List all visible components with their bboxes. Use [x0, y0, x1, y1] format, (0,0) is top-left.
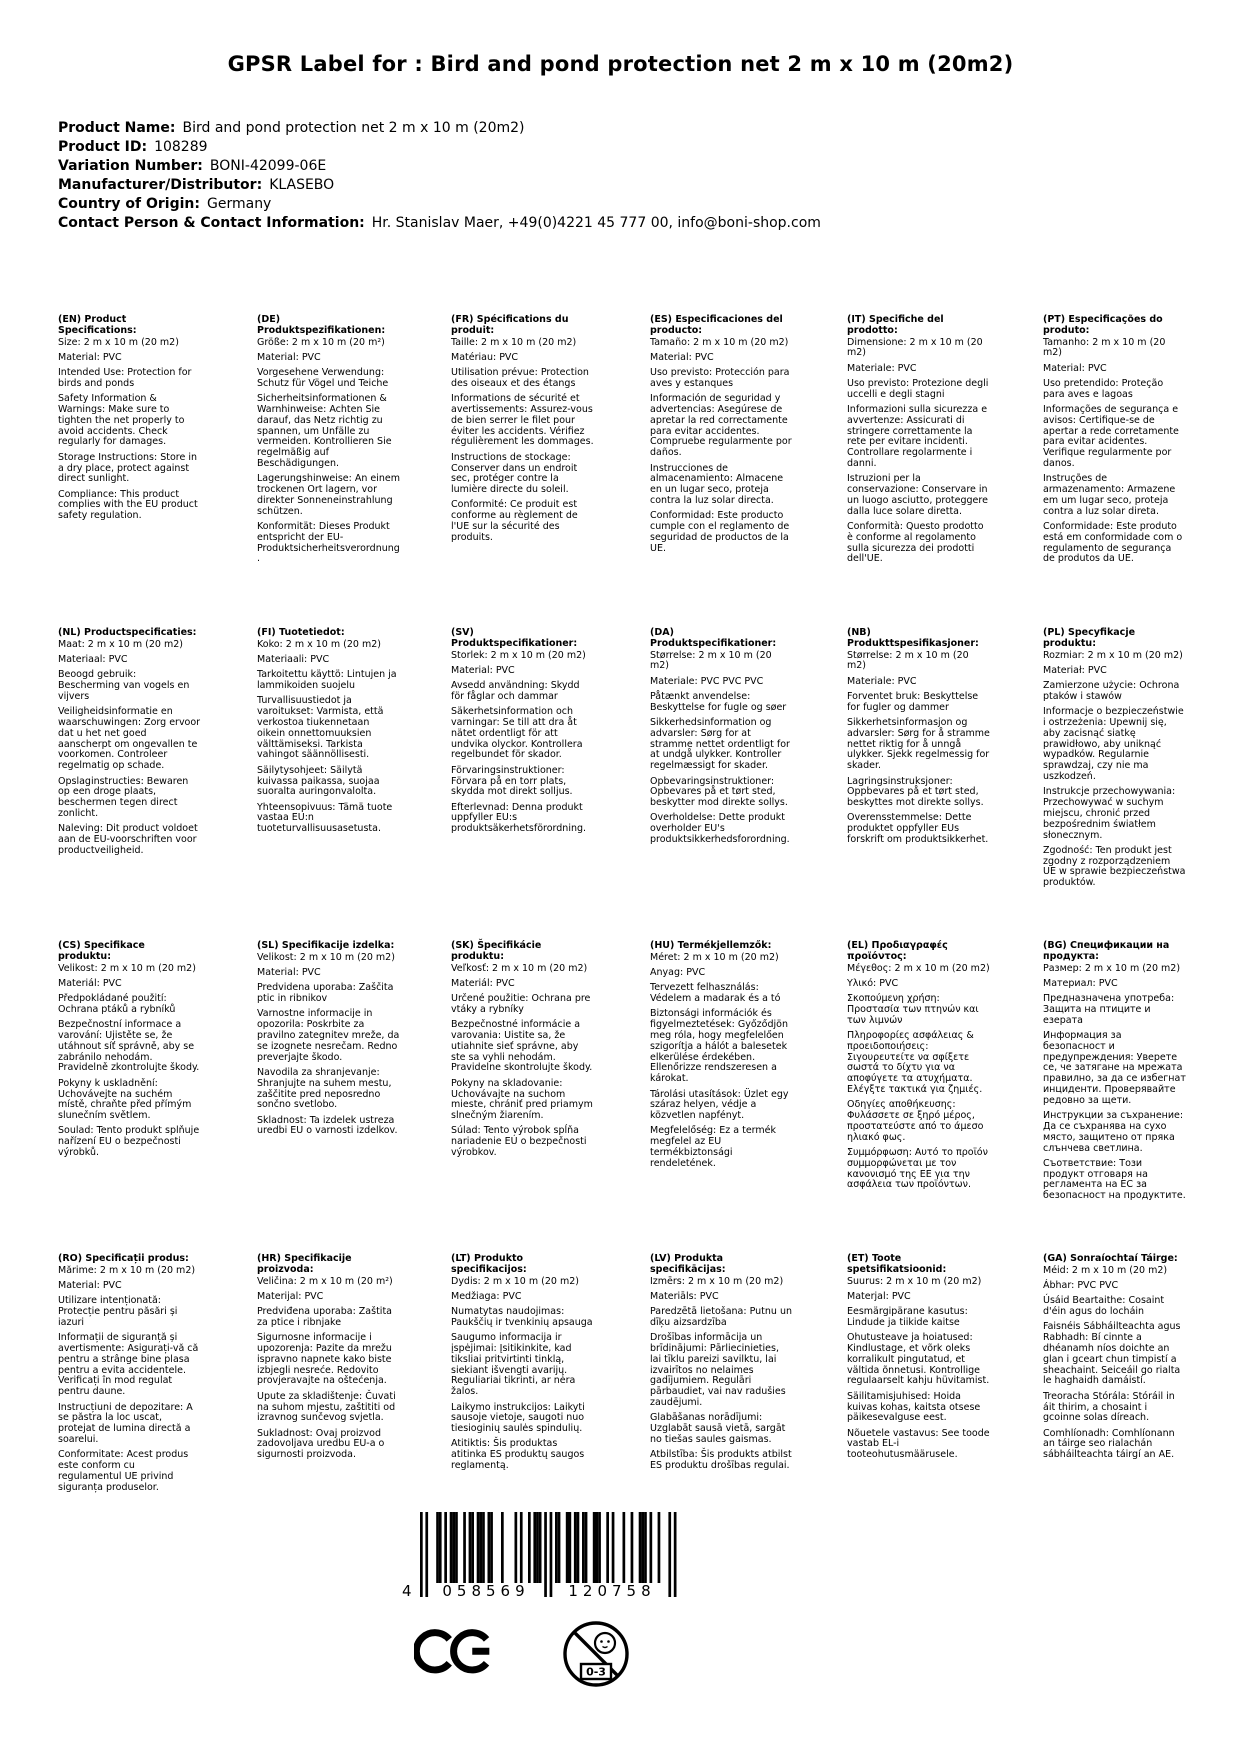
spec-paragraph: Saugumo informacija ir įspėjimai: Įsitikinkite, kad tiksliai pritvirtinti tinklą, siekiant išvengti avarijų. Reguliariai tikrinti, ar nėra žalos.	[451, 1332, 576, 1398]
spec-paragraph: Eesmärgipärane kasutus: Lindude ja tiikide kaitse	[847, 1306, 968, 1328]
spec-paragraph: Material: PVC	[650, 351, 714, 363]
spec-paragraph: Materiale: PVC	[847, 362, 917, 374]
spec-paragraph: Numatytas naudojimas: Paukščių ir tvenkinių apsauga	[451, 1306, 593, 1328]
spec-column-en	[58, 315, 201, 527]
spec-column-el	[847, 941, 990, 1196]
field-label: Product Name:	[58, 120, 176, 136]
spec-paragraph: Storlek: 2 m x 10 m (20 m2)	[451, 649, 586, 661]
spec-paragraph: Safety Information & Warnings: Make sure to tighten the net properly to avoid accidents. Check regularly for damages.	[58, 393, 185, 448]
spec-paragraph: Anyag: PVC	[650, 967, 706, 979]
spec-paragraph: Ábhar: PVC PVC	[1043, 1280, 1119, 1292]
spec-paragraph: Overholdelse: Dette produkt overholder EU's produktsikkerhedsforordning.	[650, 812, 790, 846]
spec-paragraph: Πληροφορίες ασφάλειας & προειδοποιήσεις: Σιγουρευτείτε να σφίξετε σωστά το δίχτυ για να αποφύγετε τα ατυχήματα. Ελέγξτε τακτικά για ζημιές.	[847, 1030, 983, 1096]
spec-paragraph: Turvallisuustiedot ja varoitukset: Varmista, että verkostoa tiukennetaan oikein onnettomuuksien välttämiseksi. Tarkista vahingot säännöllisesti.	[257, 695, 384, 761]
spec-paragraph: Størrelse: 2 m x 10 m (20 m2)	[847, 649, 969, 672]
spec-paragraph: Medžiaga: PVC	[451, 1290, 522, 1302]
spec-paragraph: Compliance: This product complies with the EU product safety regulation.	[58, 488, 198, 522]
spec-paragraph: Atbilstība: Šis produkts atbilst ES produktu drošības regulai.	[650, 1449, 792, 1472]
spec-paragraph: Conformité: Ce produit est conforme au règlement de l'UE sur la sécurité des produits.	[451, 499, 578, 543]
spec-paragraph: Předpokládané použití: Ochrana ptáků a rybníků	[58, 993, 176, 1015]
field-label: Variation Number:	[58, 158, 203, 174]
spec-heading: (LT) Produkto specifikacijos:	[451, 1253, 527, 1275]
spec-paragraph: Veľkosť: 2 m x 10 m (20 m2)	[451, 962, 588, 974]
spec-paragraph: Méid: 2 m x 10 m (20 m2)	[1043, 1264, 1168, 1276]
spec-paragraph: Intended Use: Protection for birds and ponds	[58, 367, 192, 389]
product-info-field	[58, 157, 821, 176]
spec-paragraph: Informații de siguranță și avertismente: Asigurați-vă că pentru a strânge bine plasa pentru a evita accidentele. Verificați în mod regulat pentru daune.	[58, 1332, 199, 1398]
spec-column-it	[847, 315, 990, 570]
spec-heading: (HR) Specifikacije proizvoda:	[257, 1253, 352, 1275]
spec-paragraph: Informazioni sulla sicurezza e avvertenze: Assicurati di stringere correttamente la rete per evitare incidenti. Controllare regolarmente i danni.	[847, 404, 988, 470]
spec-paragraph: Tarkoitettu käyttö: Lintujen ja lammikoiden suojelu	[257, 669, 397, 692]
field-label: Contact Person & Contact Information:	[58, 215, 365, 231]
spec-paragraph: Veiligheidsinformatie en waarschuwingen: Zorg ervoor dat u het net goed aanscherpt om ongevallen te voorkomen. Controleer regelmatig op schade.	[58, 706, 201, 772]
spec-paragraph: Instrucțiuni de depozitare: A se păstra la loc uscat, protejat de lumina directă a soarelui.	[58, 1401, 193, 1445]
spec-column-nl	[58, 628, 201, 861]
spec-paragraph: Velikost: 2 m x 10 m (20 m2)	[257, 951, 395, 963]
spec-paragraph: Soulad: Tento produkt splňuje nařízení EU o bezpečnosti výrobků.	[58, 1125, 200, 1159]
spec-paragraph: Upute za skladištenje: Čuvati na suhom mjestu, zaštititi od izravnog sunčevog svjetla.	[257, 1390, 396, 1424]
field-value: KLASEBO	[269, 177, 335, 193]
spec-paragraph: Предназначена употреба: Защита на птиците и езерата	[1043, 993, 1175, 1026]
spec-paragraph: Säkerhetsinformation och varningar: Se till att dra åt nätet ordentligt för att undvika olyckor. Kontrollera regelbundet för skador.	[451, 706, 583, 761]
spec-column-fi	[257, 628, 400, 840]
spec-column-bg	[1043, 941, 1186, 1207]
spec-paragraph: Avsedd användning: Skydd för fåglar och dammar	[451, 680, 580, 702]
spec-paragraph: Mărime: 2 m x 10 m (20 m2)	[58, 1264, 196, 1276]
spec-paragraph: Efterlevnad: Denna produkt uppfyller EU:s produktsäkerhetsförordning.	[451, 801, 587, 835]
barcode-digit-first: 4	[402, 1582, 412, 1600]
spec-column-fr	[451, 315, 594, 548]
spec-paragraph: Utilizare intenționată: Protecție pentru păsări și iazuri	[58, 1295, 178, 1328]
spec-paragraph: Forventet bruk: Beskyttelse for fugler og dammer	[847, 690, 979, 713]
barcode-digits-right: 120758	[568, 1582, 656, 1600]
spec-heading: (NL) Productspecificaties:	[58, 627, 197, 638]
spec-paragraph: Υλικό: PVC	[847, 977, 899, 989]
spec-paragraph: Navodila za shranjevanje: Shranjujte na suhem mestu, zaščitite pred neposredno sončno svetlobo.	[257, 1066, 392, 1111]
spec-heading: (BG) Спецификации на продукта:	[1043, 940, 1170, 962]
spec-paragraph: Izmērs: 2 m x 10 m (20 m2)	[650, 1275, 784, 1287]
spec-paragraph: Материал: PVC	[1043, 977, 1118, 989]
spec-column-de	[257, 315, 400, 570]
ce-mark-icon	[414, 1628, 494, 1679]
spec-heading: (FI) Tuotetiedot:	[257, 627, 345, 638]
field-label: Manufacturer/Distributor:	[58, 177, 263, 193]
spec-paragraph: Materiál: PVC	[451, 977, 515, 989]
spec-heading: (DE) Produktspezifikationen:	[257, 314, 386, 336]
spec-column-pt	[1043, 315, 1186, 570]
spec-paragraph: Laikymo instrukcijos: Laikyti sausoje vietoje, saugoti nuo tiesioginių saulės spindulių.	[451, 1401, 585, 1435]
spec-paragraph: Naleving: Dit product voldoet aan de EU-voorschriften voor productveiligheid.	[58, 823, 198, 856]
spec-row-2	[58, 628, 1213, 894]
product-info-field	[58, 119, 821, 138]
spec-heading: (FR) Spécifications du produit:	[451, 314, 569, 336]
spec-paragraph: Atitiktis: Šis produktas atitinka ES produktų saugos reglamentą.	[451, 1438, 585, 1472]
spec-paragraph: Úsáid Beartaithe: Cosaint d'éin agus do locháin	[1043, 1295, 1165, 1318]
spec-paragraph: Säilitamisjuhised: Hoida kuivas kohas, kaitsta otsese päikesevalguse eest.	[847, 1390, 981, 1424]
spec-paragraph: Instruções de armazenamento: Armazene em um lugar seco, proteja contra a luz solar direta.	[1043, 473, 1176, 517]
spec-paragraph: Materijal: PVC	[257, 1290, 324, 1302]
product-info-field	[58, 195, 821, 214]
spec-paragraph: Velikost: 2 m x 10 m (20 m2)	[58, 962, 196, 974]
spec-paragraph: Glabāšanas norādījumi: Uzglabāt sausā vietā, sargāt no tiešas saules gaismas.	[650, 1412, 786, 1445]
spec-heading: (SL) Specifikacije izdelka:	[257, 940, 395, 951]
spec-paragraph: Materiál: PVC	[58, 977, 122, 989]
spec-heading: (GA) Sonraíochtaí Táirge:	[1043, 1253, 1178, 1264]
spec-paragraph: Taille: 2 m x 10 m (20 m2)	[451, 336, 577, 348]
spec-paragraph: Größe: 2 m x 10 m (20 m²)	[257, 336, 385, 348]
spec-paragraph: Información de seguridad y advertencias: Asegúrese de apretar la red correctamente para evitar accidentes. Compruebe regularmente por daños.	[650, 393, 792, 459]
spec-paragraph: Pokyny na skladovanie: Uchovávajte na suchom mieste, chrániť pred priamym slnečným žiarením.	[451, 1077, 593, 1122]
spec-paragraph: Utilisation prévue: Protection des oiseaux et des étangs	[451, 367, 589, 389]
spec-paragraph: Opbevaringsinstruktioner: Opbevares på et tørt sted, beskytter mod direkte sollys.	[650, 775, 788, 809]
spec-paragraph: Nõuetele vastavus: See toode vastab EL-i tooteohutusmäärusele.	[847, 1427, 990, 1461]
spec-paragraph: Påtænkt anvendelse: Beskyttelse for fugle og søer	[650, 690, 787, 713]
spec-paragraph: Lagerungshinweise: An einem trockenen Ort lagern, vor direkter Sonneneinstrahlung schützen.	[257, 473, 401, 517]
spec-paragraph: Sikkerhedsinformation og advarsler: Sørg for at stramme nettet ordentligt for at undgå ulykker. Kontroller regelmæssigt for skader.	[650, 717, 790, 772]
spec-paragraph: Vorgesehene Verwendung: Schutz für Vögel und Teiche	[257, 367, 389, 389]
spec-column-pl	[1043, 628, 1186, 894]
spec-paragraph: Material: PVC	[451, 664, 515, 676]
spec-paragraph: Dimensione: 2 m x 10 m (20 m2)	[847, 336, 983, 359]
spec-column-sv	[451, 628, 594, 840]
ean13-barcode	[402, 1512, 687, 1608]
spec-heading: (PT) Especificações do produto:	[1043, 314, 1163, 336]
spec-paragraph: Koko: 2 m x 10 m (20 m2)	[257, 638, 381, 650]
spec-paragraph: Veličina: 2 m x 10 m (20 m²)	[257, 1275, 393, 1287]
spec-paragraph: Informations de sécurité et avertissements: Assurez-vous de bien serrer le filet pour éviter les accidents. Vérifiez régulièrement les dommages.	[451, 393, 594, 448]
spec-heading: (SK) Špecifikácie produktu:	[451, 940, 542, 962]
spec-heading: (PL) Specyfikacje produktu:	[1043, 627, 1136, 649]
spec-paragraph: Μέγεθος: 2 m x 10 m (20 m2)	[847, 962, 990, 974]
spec-paragraph: Maat: 2 m x 10 m (20 m2)	[58, 638, 183, 650]
spec-paragraph: Tamaño: 2 m x 10 m (20 m2)	[650, 336, 789, 348]
spec-paragraph: Размер: 2 m x 10 m (20 m2)	[1043, 962, 1181, 974]
spec-paragraph: Opslaginstructies: Bewaren op een droge plaats, beschermen tegen direct zonlicht.	[58, 775, 189, 819]
spec-paragraph: Förvaringsinstruktioner: Förvara på en torr plats, skydda mot direkt solljus.	[451, 764, 573, 798]
spec-paragraph: Информация за безопасност и предупреждения: Уверете се, че затягане на мрежата правилно, за да се избегнат инциденти. Проверявайте редовно за щети.	[1043, 1030, 1186, 1106]
spec-column-sk	[451, 941, 594, 1163]
spec-paragraph: Conformidad: Este producto cumple con el reglamento de seguridad de productos de la UE.	[650, 510, 790, 554]
spec-paragraph: Materiale: PVC PVC PVC	[650, 675, 764, 687]
spec-paragraph: Konformität: Dieses Produkt entspricht der EU-Produktsicherheitsverordnung.	[257, 521, 400, 565]
spec-paragraph: Varnostne informacije in opozorila: Poskrbite za pravilno zategnitev mreže, da se izognete nesrečam. Redno preverjajte škodo.	[257, 1008, 400, 1063]
spec-heading: (IT) Specifiche del prodotto:	[847, 314, 944, 336]
field-value: 108289	[154, 139, 208, 155]
spec-paragraph: Materiaali: PVC	[257, 654, 330, 666]
spec-column-et	[847, 1254, 990, 1466]
spec-paragraph: Zgodność: Ten produkt jest zgodny z rozporządzeniem UE w sprawie bezpieczeństwa produktów.	[1043, 844, 1186, 889]
spec-column-lt	[451, 1254, 594, 1476]
page-title: GPSR Label for : Bird and pond protection net 2 m x 10 m (20m2)	[227, 52, 1014, 76]
spec-column-cs	[58, 941, 201, 1163]
spec-paragraph: Určené použitie: Ochrana pre vtáky a rybníky	[451, 993, 591, 1015]
spec-paragraph: Comhlíonadh: Comhlíonann an táirge seo rialachán sábháilteachta táirgí an AE.	[1043, 1427, 1175, 1461]
spec-paragraph: Σκοπούμενη χρήση: Προστασία των πτηνών και των λιμνών	[847, 993, 979, 1026]
spec-paragraph: Informações de segurança e avisos: Certifique-se de apertar a rede corretamente para evitar acidentes. Verifique regularmente por danos.	[1043, 404, 1179, 470]
spec-paragraph: Съответствие: Този продукт отговаря на регламента на ЕС за безопасност на продуктите.	[1043, 1157, 1186, 1202]
spec-paragraph: Súlad: Tento výrobok spĺňa nariadenie EÚ o bezpečnosti výrobkov.	[451, 1125, 587, 1159]
spec-heading: (ET) Toote spetsifikatsioonid:	[847, 1253, 947, 1275]
spec-paragraph: Tervezett felhasználás: Védelem a madarak és a tó	[650, 982, 781, 1005]
spec-paragraph: Material: PVC	[1043, 362, 1107, 374]
spec-paragraph: Storage Instructions: Store in a dry place, protect against direct sunlight.	[58, 451, 197, 485]
spec-row-4	[58, 1254, 1213, 1498]
spec-paragraph: Οδηγίες αποθήκευσης: Φυλάσσετε σε ξηρό μέρος, προστατεύστε από το άμεσο ηλιακό φως.	[847, 1099, 984, 1143]
spec-paragraph: Predviđena uporaba: Zaštita za ptice i ribnjake	[257, 1306, 392, 1328]
spec-paragraph: Bezpečnostní informace a varování: Ujistěte se, že utáhnout síť správně, aby se zabránilo nehodám. Pravidelně zkontrolujte škody.	[58, 1019, 200, 1074]
product-info-block	[58, 119, 821, 233]
spec-paragraph: Méret: 2 m x 10 m (20 m2)	[650, 951, 779, 963]
spec-row-1	[58, 315, 1213, 570]
field-value: BONI-42099-06E	[209, 158, 327, 174]
spec-paragraph: Sukladnost: Ovaj proizvod zadovoljava uredbu EU-a o sigurnosti proizvoda.	[257, 1427, 385, 1461]
product-info-field	[58, 138, 821, 157]
field-value: Germany	[207, 196, 272, 212]
spec-heading: (DA) Produktspecifikationer:	[650, 627, 777, 649]
age-warning-0-3-icon	[560, 1618, 632, 1694]
spec-column-ga	[1043, 1254, 1186, 1466]
spec-paragraph: Materiale: PVC	[847, 675, 917, 687]
spec-paragraph: Materiaal: PVC	[58, 654, 128, 666]
spec-paragraph: Overensstemmelse: Dette produktet oppfyller EUs forskrift om produktsikkerhet.	[847, 812, 989, 846]
spec-paragraph: Materiāls: PVC	[650, 1290, 719, 1302]
spec-paragraph: Bezpečnostné informácie a varovania: Uistite sa, že utiahnite sieť správne, aby ste sa vyhli nehodám. Pravidelne skontrolujte škody.	[451, 1019, 593, 1074]
spec-paragraph: Zamierzone użycie: Ochrona ptaków i stawów	[1043, 680, 1180, 702]
spec-paragraph: Skladnost: Ta izdelek ustreza uredbi EU o varnosti izdelkov.	[257, 1114, 398, 1137]
spec-paragraph: Størrelse: 2 m x 10 m (20 m2)	[650, 649, 772, 672]
spec-paragraph: Συμμόρφωση: Αυτό το προϊόν συμμορφώνεται με τον κανονισμό της ΕΕ για την ασφάλεια των προϊόντων.	[847, 1147, 988, 1191]
spec-paragraph: Biztonsági információk és figyelmeztetések: Győződjön meg róla, hogy megfelelően szigorítja a hálót a balesetek elkerülése érdekében. Ellenőrizze rendszeresen a károkat.	[650, 1008, 788, 1085]
spec-column-lv	[650, 1254, 793, 1476]
spec-paragraph: Predvidena uporaba: Zaščita ptic in ribnikov	[257, 982, 394, 1005]
spec-paragraph: Matériau: PVC	[451, 351, 519, 363]
spec-paragraph: Materjal: PVC	[847, 1290, 911, 1302]
spec-paragraph: Suurus: 2 m x 10 m (20 m2)	[847, 1275, 982, 1287]
spec-paragraph: Pokyny k uskladnění: Uchovávejte na suchém místě, chraňte před přímým slunečním světlem.	[58, 1077, 192, 1122]
spec-paragraph: Size: 2 m x 10 m (20 m2)	[58, 336, 179, 348]
spec-heading: (NB) Produkttspesifikasjoner:	[847, 627, 979, 649]
spec-paragraph: Megfelelőség: Ez a termék megfelel az EU termékbiztonsági rendeletének.	[650, 1125, 777, 1169]
spec-paragraph: Conformidade: Este produto está em conformidade com o regulamento de segurança de produtos da UE.	[1043, 521, 1183, 565]
product-info-field	[58, 214, 821, 233]
spec-paragraph: Informacje o bezpieczeństwie i ostrzeżenia: Upewnij się, aby zacisnąć siatkę prawidłowo, aby uniknąć wypadków. Regularnie sprawdzaj, czy nie ma uszkodzeń.	[1043, 706, 1184, 783]
spec-row-3	[58, 941, 1213, 1207]
spec-paragraph: Conformità: Questo prodotto è conforme al regolamento sulla sicurezza dei prodotti dell'UE.	[847, 521, 984, 565]
spec-column-nb	[847, 628, 990, 850]
spec-paragraph: Material: PVC	[257, 351, 321, 363]
spec-paragraph: Yhteensopivuus: Tämä tuote vastaa EU:n tuoteturvallisuusasetusta.	[257, 801, 393, 835]
spec-paragraph: Инструкции за съхранение: Да се съхранява на сухо място, защитено от пряка слънчева светлина.	[1043, 1110, 1184, 1154]
spec-column-sl	[257, 941, 400, 1142]
spec-paragraph: Sigurnosne informacije i upozorenja: Pazite da mrežu ispravno napnete kako biste izbjegli nesreće. Redovito provjeravajte na oštećenja.	[257, 1332, 392, 1387]
spec-paragraph: Tamanho: 2 m x 10 m (20 m2)	[1043, 336, 1166, 359]
spec-paragraph: Materiał: PVC	[1043, 664, 1107, 676]
spec-paragraph: Instrucciones de almacenamiento: Almacene en un lugar seco, proteja contra la luz solar directa.	[650, 462, 784, 506]
barcode-digits-left: 058569	[442, 1582, 530, 1600]
spec-column-es	[650, 315, 793, 559]
field-value: Bird and pond protection net 2 m x 10 m (20m2)	[182, 120, 525, 136]
spec-paragraph: Material: PVC	[58, 351, 122, 363]
spec-paragraph: Instrukcje przechowywania: Przechowywać w suchym miejscu, chronić przed bezpośrednim światłem słonecznym.	[1043, 786, 1176, 841]
spec-column-hr	[257, 1254, 400, 1466]
spec-paragraph: Faisnéis Sábháilteachta agus Rabhadh: Bí cinnte a dhéanamh níos doichte an glan i gceart chun timpistí a sheachaint. Seiceáil go rialta le haghaidh damáistí.	[1043, 1321, 1181, 1387]
spec-heading: (EL) Προδιαγραφές προϊόντος:	[847, 940, 948, 962]
spec-paragraph: Rozmiar: 2 m x 10 m (20 m2)	[1043, 649, 1183, 661]
spec-paragraph: Dydis: 2 m x 10 m (20 m2)	[451, 1275, 579, 1287]
spec-heading: (CS) Specifikace produktu:	[58, 940, 145, 962]
spec-heading: (ES) Especificaciones del producto:	[650, 314, 783, 336]
spec-paragraph: Paredzētā lietošana: Putnu un dīķu aizsardzība	[650, 1306, 792, 1328]
spec-paragraph: Ohutusteave ja hoiatused: Kindlustage, et võrk oleks korralikult pingutatud, et vältida õnnetusi. Kontrollige regulaarselt kahju hüvitamist.	[847, 1332, 990, 1387]
spec-paragraph: Uso previsto: Protezione degli uccelli e degli stagni	[847, 377, 989, 400]
age-warning-label: 0-3	[586, 1665, 606, 1679]
spec-paragraph: Drošības informācija un brīdinājumi: Pārliecinieties, lai tīklu pareizi savilktu, lai izvairītos no nelaimes gadījumiem. Regulāri pārbaudiet, vai nav radušies zaudējumi.	[650, 1332, 786, 1409]
spec-paragraph: Säilytysohjeet: Säilytä kuivassa paikassa, suojaa suoralta auringonvalolta.	[257, 764, 380, 798]
spec-heading: (RO) Specificații produs:	[58, 1253, 189, 1264]
spec-column-da	[650, 628, 793, 850]
spec-paragraph: Istruzioni per la conservazione: Conservare in un luogo asciutto, proteggere dalla luce solare diretta.	[847, 473, 988, 517]
spec-paragraph: Uso pretendido: Proteção para aves e lagoas	[1043, 377, 1164, 400]
spec-paragraph: Material: PVC	[58, 1280, 122, 1292]
field-label: Country of Origin:	[58, 196, 200, 212]
spec-paragraph: Treoracha Stórála: Stóráil in áit thirim, a chosaint i gcoinne solas díreach.	[1043, 1390, 1175, 1424]
field-label: Product ID:	[58, 139, 148, 155]
spec-column-hu	[650, 941, 793, 1174]
spec-heading: (EN) Product Specifications:	[58, 314, 137, 336]
field-value: Hr. Stanislav Maer, +49(0)4221 45 777 00, info@boni-shop.com	[371, 215, 821, 231]
spec-column-ro	[58, 1254, 201, 1498]
spec-heading: (HU) Termékjellemzők:	[650, 940, 772, 951]
spec-paragraph: Conformitate: Acest produs este conform cu regulamentul UE privind siguranța produselor.	[58, 1449, 189, 1493]
spec-paragraph: Tárolási utasítások: Üzlet egy száraz helyen, védje a közvetlen napfényt.	[650, 1088, 789, 1122]
spec-paragraph: Instructions de stockage: Conserver dans un endroit sec, protéger contre la lumière directe du soleil.	[451, 451, 578, 496]
spec-paragraph: Uso previsto: Protección para aves y estanques	[650, 367, 790, 389]
spec-paragraph: Sikkerhetsinformasjon og advarsler: Sørg for å stramme nettet riktig for å unngå ulykker. Sjekk regelmessig for skader.	[847, 717, 990, 772]
spec-heading: (LV) Produkta specifikācijas:	[650, 1253, 726, 1275]
product-info-field	[58, 176, 821, 195]
spec-paragraph: Beoogd gebruik: Bescherming van vogels en vijvers	[58, 669, 190, 702]
spec-paragraph: Material: PVC	[257, 967, 321, 979]
spec-paragraph: Lagringsinstruksjoner: Oppbevares på et tørt sted, beskyttes mot direkte sollys.	[847, 775, 984, 809]
spec-heading: (SV) Produktspecifikationer:	[451, 627, 578, 649]
spec-paragraph: Sicherheitsinformationen & Warnhinweise: Achten Sie darauf, das Netz richtig zu spannen, um Unfälle zu vermeiden. Kontrollieren Sie regelmäßig auf Beschädigungen.	[257, 393, 392, 470]
